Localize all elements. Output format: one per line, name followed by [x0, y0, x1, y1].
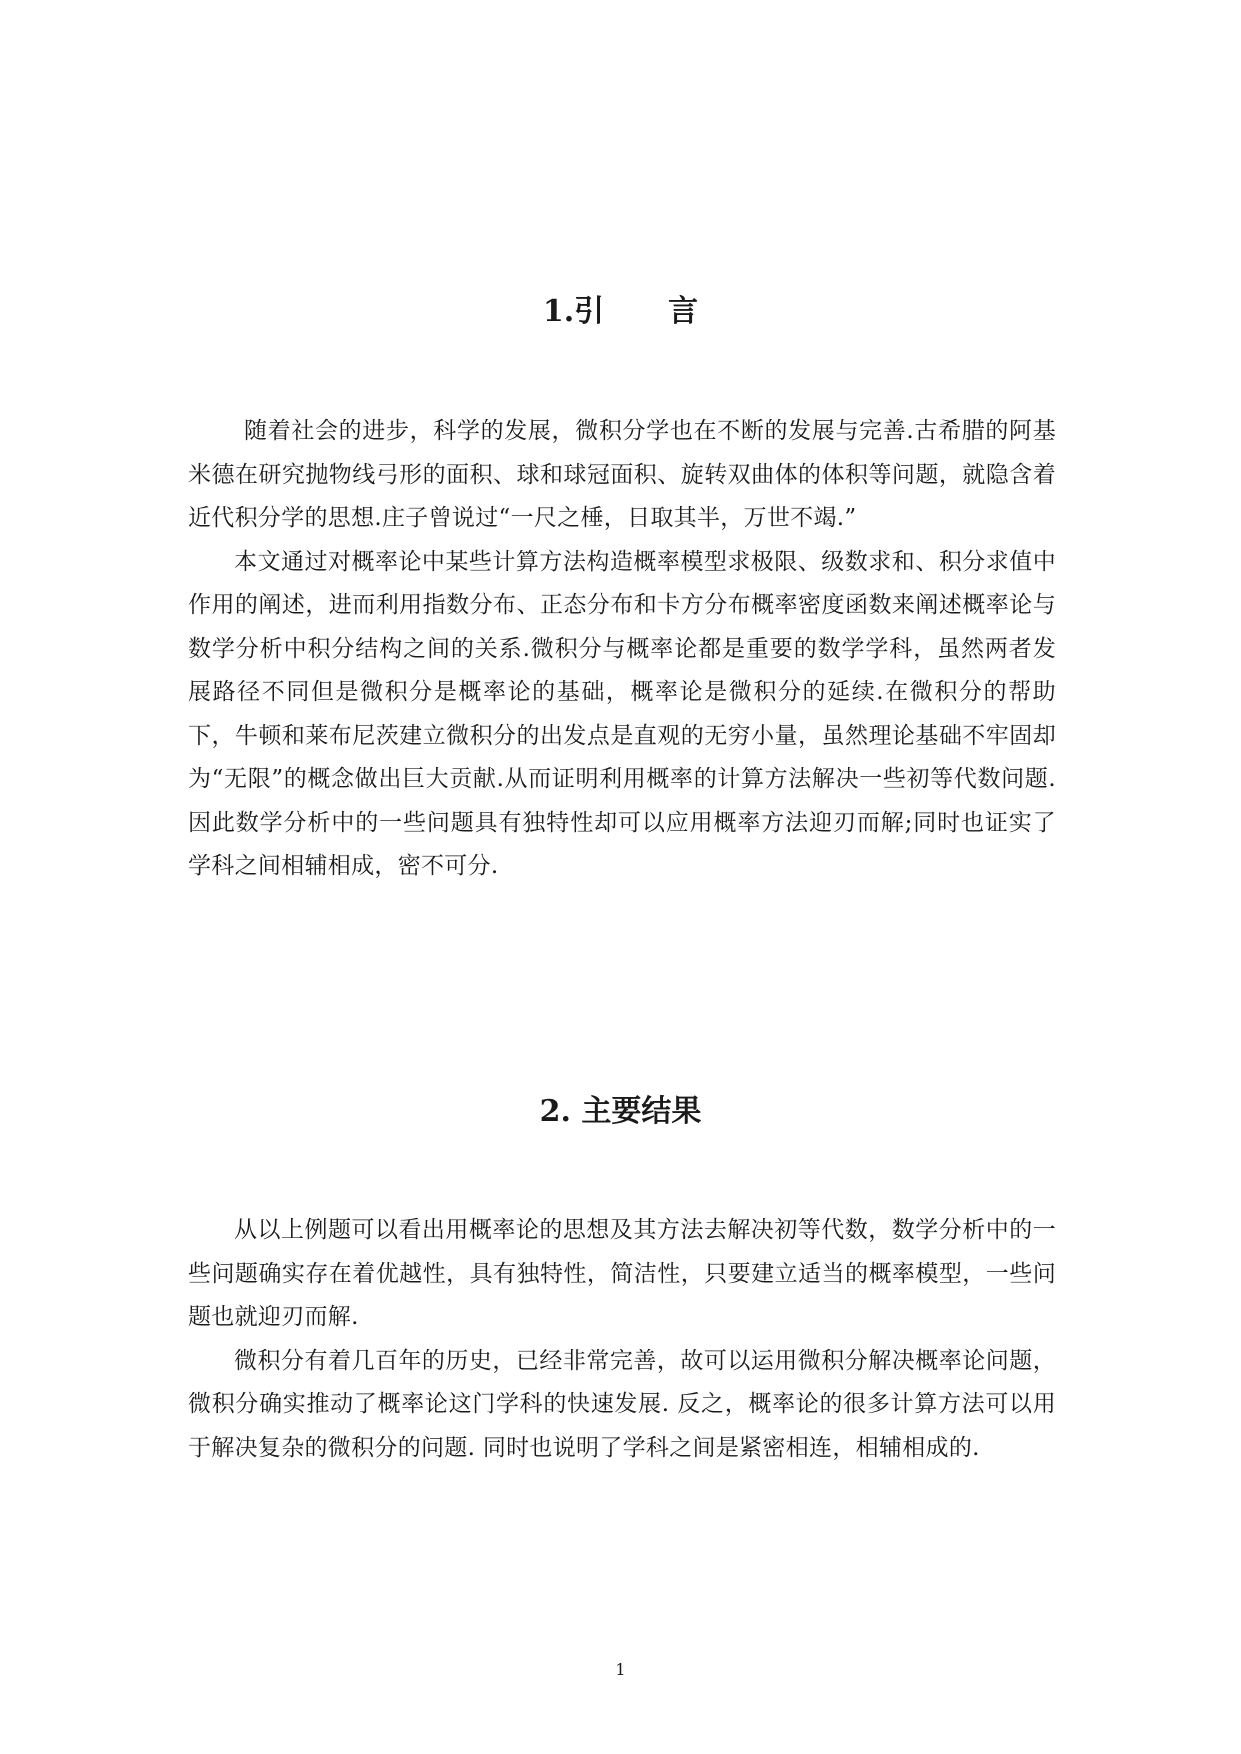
section-1-title-char-1: 引	[574, 294, 605, 329]
section-1-title-char-2: 言	[668, 294, 699, 329]
section-1-heading	[0, 292, 1241, 332]
section-2-paragraph-1: 从以上例题可以看出用概率论的思想及其方法去解决初等代数，数学分析中的一些问题确实存在着优越性，具有独特性，简洁性，只要建立适当的概率模型，一些问题也就迎刃而解.	[188, 1217, 1056, 1330]
section-1-number: 1.	[542, 294, 575, 329]
section-2-body	[188, 1209, 1056, 1470]
section-1-paragraph-1: 随着社会的进步，科学的发展，微积分学也在不断的发展与完善.古希腊的阿基米德在研究抛物线弓形的面积、球和球冠面积、旋转双曲体的体积等问题，就隐含着近代积分学的思想.庄子曾说过“一尺之棰，日取其半，万世不竭.”	[188, 418, 1056, 531]
section-2-heading: 2. 主要结果	[539, 1094, 702, 1129]
page-number: 1	[615, 1660, 626, 1679]
section-1-paragraph-2: 本文通过对概率论中某些计算方法构造概率模型求极限、级数求和、积分求值中作用的阐述，进而利用指数分布、正态分布和卡方分布概率密度函数来阐述概率论与数学分析中积分结构之间的关系.微积分与概率论都是重要的数学学科，虽然两者发展路径不同但是微积分是概率论的基础，概率论是微积分的延续.在微积分的帮助下，牛顿和莱布尼茨建立微积分的出发点是直观的无穷小量，虽然理论基础不牢固却为“无限”的概念做出巨大贡献.从而证明利用概率的计算方法解决一些初等代数问题.因此数学分析中的一些问题具有独特性却可以应用概率方法迎刃而解;同时也证实了学科之间相辅相成，密不可分.	[188, 548, 1056, 879]
section-1-body	[188, 410, 1056, 889]
section-2-paragraph-2: 微积分有着几百年的历史，已经非常完善，故可以运用微积分解决概率论问题，微积分确实推动了概率论这门学科的快速发展. 反之，概率论的很多计算方法可以用于解决复杂的微积分的问题. 同时也说明了学科之间是紧密相连，相辅相成的.	[188, 1347, 1056, 1461]
